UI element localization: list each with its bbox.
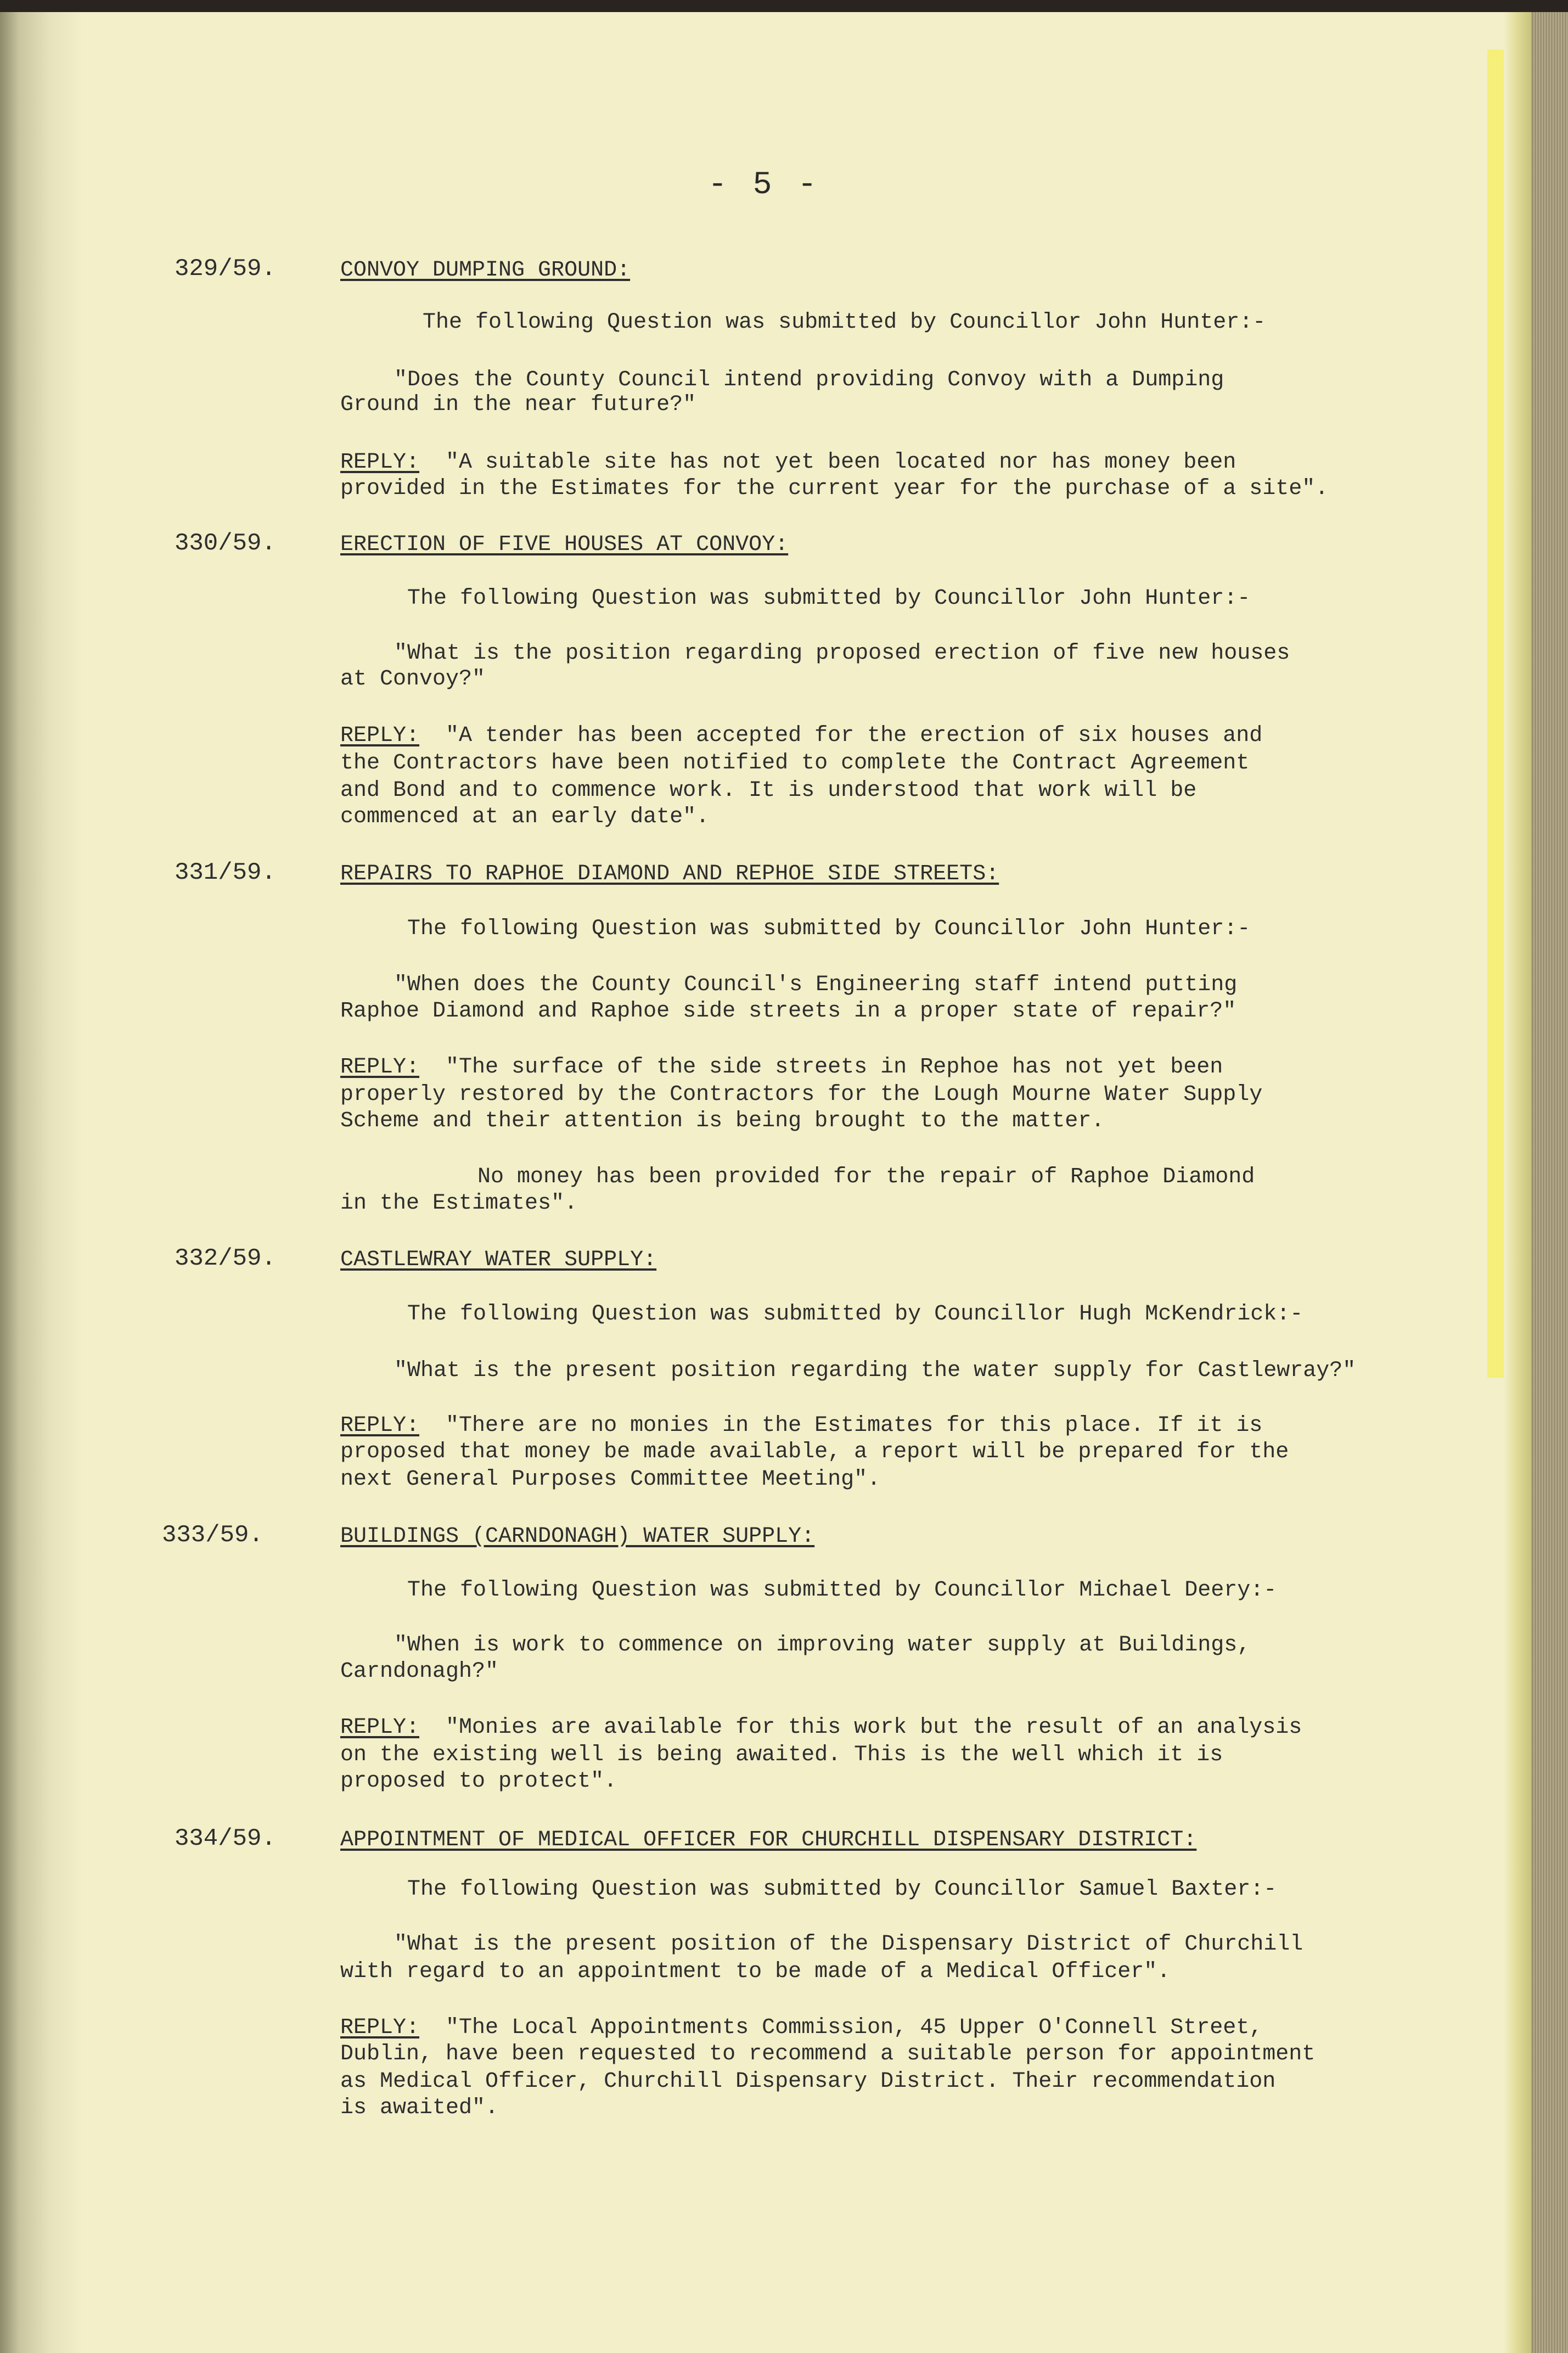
- question-text-line: with regard to an appointment to be made of a Medical Officer".: [340, 1959, 1171, 1984]
- reply-text-line: Scheme and their attention is being brought to the matter.: [340, 1109, 1105, 1133]
- reply-text-line: Dublin, have been requested to recommend a suitable person for appointment: [340, 2042, 1316, 2066]
- question-text-line: Raphoe Diamond and Raphoe side streets in a proper state of repair?": [340, 999, 1237, 1024]
- minute-number: 331/59.: [175, 859, 276, 886]
- item-heading: BUILDINGS (CARNDONAGH) WATER SUPPLY:: [340, 1524, 815, 1549]
- question-text-line: "What is the present position regarding the water supply for Castlewray?": [394, 1358, 1356, 1383]
- yellow-insert-edge: [1487, 49, 1504, 1378]
- question-text-line: Carndonagh?": [340, 1659, 499, 1684]
- question-intro: The following Question was submitted by Councillor John Hunter:-: [407, 917, 1251, 941]
- minute-number: 332/59.: [175, 1245, 276, 1272]
- reply-text-line: and Bond and to commence work. It is understood that work will be: [340, 778, 1197, 803]
- reply-text-line: proposed that money be made available, a report will be prepared for the: [340, 1440, 1289, 1464]
- item-heading: ERECTION OF FIVE HOUSES AT CONVOY:: [340, 532, 789, 557]
- question-text-line: "Does the County Council intend providing Convoy with a Dumping: [394, 368, 1224, 392]
- reply-text-line: commenced at an early date".: [340, 805, 710, 829]
- stacked-page-edges: [1531, 12, 1568, 2353]
- item-heading: CASTLEWRAY WATER SUPPLY:: [340, 1248, 657, 1272]
- item-heading: REPAIRS TO RAPHOE DIAMOND AND REPHOE SIDE STREETS:: [340, 862, 999, 886]
- reply-text-line: REPLY: "The Local Appointments Commission, 45 Upper O'Connell Street,: [340, 2015, 1263, 2040]
- question-text-line: "When does the County Council's Engineering staff intend putting: [394, 973, 1238, 997]
- reply-text-line: No money has been provided for the repair of Raphoe Diamond: [477, 1165, 1255, 1189]
- reply-label: REPLY:: [340, 723, 420, 748]
- reply-text-line: REPLY: "The surface of the side streets in Rephoe has not yet been: [340, 1055, 1223, 1080]
- page-number: - 5 -: [708, 167, 820, 203]
- reply-text-line: is awaited".: [340, 2096, 499, 2120]
- minute-number: 334/59.: [175, 1825, 276, 1852]
- question-text-line: "What is the present position of the Dispensary District of Churchill: [394, 1932, 1303, 1957]
- reply-text-line: on the existing well is being awaited. This is the well which it is: [340, 1743, 1223, 1767]
- top-edge: [0, 0, 1568, 12]
- minute-number: 329/59.: [175, 255, 276, 283]
- reply-label: REPLY:: [340, 1413, 420, 1438]
- item-heading: CONVOY DUMPING GROUND:: [340, 258, 631, 283]
- question-intro: The following Question was submitted by Councillor Samuel Baxter:-: [407, 1877, 1277, 1902]
- reply-text-line: properly restored by the Contractors for the Lough Mourne Water Supply: [340, 1082, 1263, 1107]
- reply-label: REPLY:: [340, 1055, 420, 1080]
- reply-text-line: REPLY: "Monies are available for this work but the result of an analysis: [340, 1715, 1302, 1740]
- reply-text-line: REPLY: "A suitable site has not yet been located nor has money been: [340, 450, 1237, 475]
- reply-label: REPLY:: [340, 2015, 420, 2040]
- reply-text-line: next General Purposes Committee Meeting".: [340, 1467, 881, 1492]
- item-heading: APPOINTMENT OF MEDICAL OFFICER FOR CHURCHILL DISPENSARY DISTRICT:: [340, 1828, 1197, 1852]
- question-text-line: at Convoy?": [340, 667, 486, 692]
- minute-number: 333/59.: [162, 1521, 263, 1549]
- reply-text-line: in the Estimates".: [340, 1191, 578, 1216]
- question-intro: The following Question was submitted by Councillor John Hunter:-: [423, 310, 1266, 335]
- reply-text-line: proposed to protect".: [340, 1769, 617, 1794]
- question-text-line: "When is work to commence on improving water supply at Buildings,: [394, 1633, 1251, 1658]
- question-intro: The following Question was submitted by Councillor Hugh McKendrick:-: [407, 1302, 1303, 1327]
- question-intro: The following Question was submitted by Councillor Michael Deery:-: [407, 1578, 1277, 1603]
- reply-label: REPLY:: [340, 450, 420, 475]
- page-fore-edge: [1504, 12, 1531, 2353]
- reply-text-line: as Medical Officer, Churchill Dispensary District. Their recommendation: [340, 2069, 1276, 2094]
- question-text-line: Ground in the near future?": [340, 392, 696, 417]
- book-spine-shadow: [0, 12, 82, 2353]
- reply-text-line: REPLY: "There are no monies in the Estimates for this place. If it is: [340, 1413, 1263, 1438]
- reply-label: REPLY:: [340, 1715, 420, 1740]
- reply-text-line: REPLY: "A tender has been accepted for the erection of six houses and: [340, 723, 1263, 748]
- reply-text-line: provided in the Estimates for the current year for the purchase of a site".: [340, 476, 1329, 501]
- minute-number: 330/59.: [175, 530, 276, 557]
- question-text-line: "What is the position regarding proposed erection of five new houses: [394, 641, 1290, 666]
- reply-text-line: the Contractors have been notified to complete the Contract Agreement: [340, 751, 1250, 776]
- question-intro: The following Question was submitted by Councillor John Hunter:-: [407, 586, 1251, 611]
